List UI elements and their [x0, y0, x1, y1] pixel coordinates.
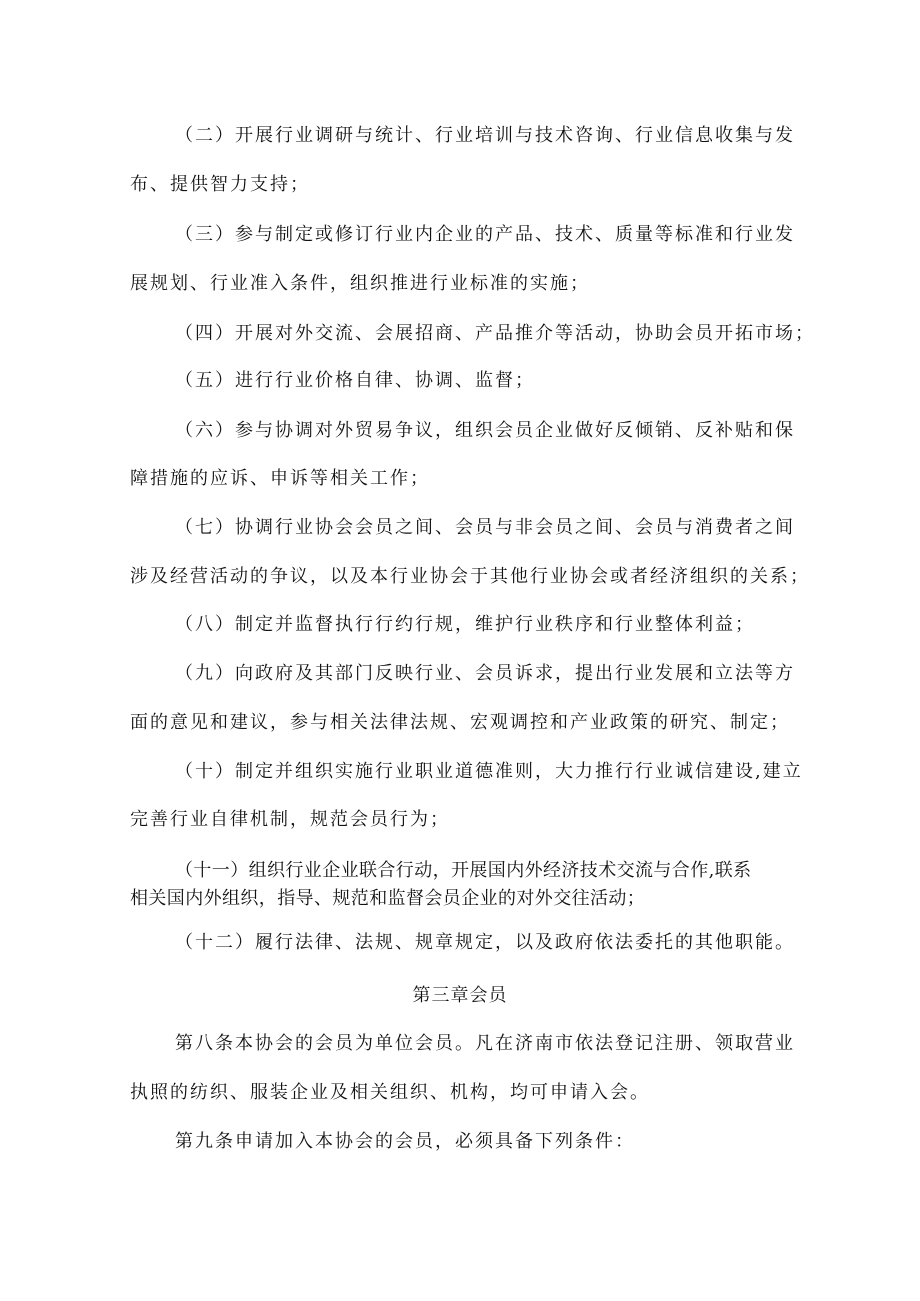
item-9-line-1: （九）向政府及其部门反映行业、会员诉求，提出行业发展和立法等方 — [175, 663, 795, 684]
article-9-line-1: 第九条申请加入本协会的会员，必须具备下列条件： — [175, 1131, 635, 1152]
item-8-line-1: （八）制定并监督执行行约行规，维护行业秩序和行业整体利益； — [175, 614, 755, 635]
item-6-line-2: 障措施的应诉、申诉等相关工作； — [130, 468, 430, 489]
item-6-line-1: （六）参与协调对外贸易争议，组织会员企业做好反倾销、反补贴和保 — [175, 420, 795, 441]
item-5-line-1: （五）进行行业价格自律、协调、监督； — [175, 370, 535, 391]
chapter-heading: 第三章会员 — [412, 985, 508, 1006]
item-11-line-1: （十一）组织行业企业联合行动，开展国内外经济技术交流与合作,联系 — [175, 860, 752, 881]
item-3-line-2: 展规划、行业准入条件，组织推进行业标准的实施； — [130, 273, 590, 294]
item-12-line-1: （十二）履行法律、法规、规章规定，以及政府依法委托的其他职能。 — [175, 932, 795, 953]
item-9-line-2: 面的意见和建议，参与相关法律法规、宏观调控和产业政策的研究、制定； — [130, 712, 790, 733]
item-10-line-1: （十）制定并组织实施行业职业道德准则，大力推行行业诚信建设,建立 — [175, 761, 803, 782]
item-7-line-2: 涉及经营活动的争议，以及本行业协会于其他行业协会或者经济组织的关系； — [130, 566, 810, 587]
item-4-line-1: （四）开展对外交流、会展招商、产品推介等活动，协助会员开拓市场； — [175, 323, 815, 344]
item-10-line-2: 完善行业自律机制，规范会员行为； — [130, 809, 450, 830]
item-3-line-1: （三）参与制定或修订行业内企业的产品、技术、质量等标准和行业发 — [175, 224, 795, 245]
item-11-line-2: 相关国内外组织，指导、规范和监督会员企业的对外交往活动； — [130, 888, 646, 909]
item-7-line-1: （七）协调行业协会会员之间、会员与非会员之间、会员与消费者之间 — [175, 517, 795, 538]
article-8-line-1: 第八条本协会的会员为单位会员。凡在济南市依法登记注册、领取营业 — [175, 1033, 795, 1054]
item-2-line-1: （二）开展行业调研与统计、行业培训与技术咨询、行业信息收集与发 — [175, 125, 795, 146]
article-8-line-2: 执照的纺织、服装企业及相关组织、机构，均可申请入会。 — [130, 1082, 650, 1103]
item-2-line-2: 布、提供智力支持； — [130, 174, 310, 195]
